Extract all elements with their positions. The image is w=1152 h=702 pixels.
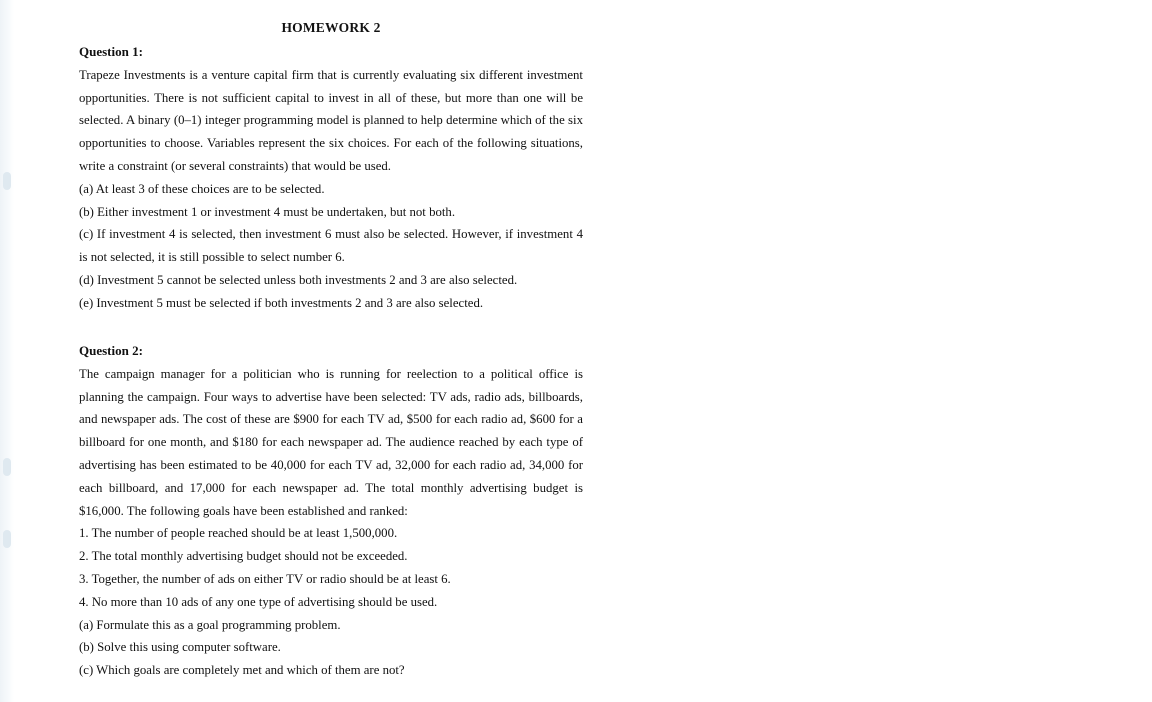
goal-item: 3. Together, the number of ads on either TV or radio should be at least 6. [79,571,451,586]
goal-item: 1. The number of people reached should be at least 1,500,000. [79,526,398,541]
question-heading: Question 1: [79,44,143,59]
question-1-section [79,41,583,315]
question-item: (c) If investment 4 is selected, then investment 6 must also be selected. However, if investment 4 is not selected, it is still possible to select number 6. [79,227,583,265]
question-heading: Question 2: [79,343,143,358]
question-item: (b) Either investment 1 or investment 4 must be undertaken, but not both. [79,204,456,219]
question-item: (d) Investment 5 cannot be selected unless both investments 2 and 3 are also selected. [79,272,518,287]
document-title: HOMEWORK 2 [281,20,381,35]
gutter-mark [3,458,11,476]
question-2-section [79,340,583,682]
document-page [14,0,674,702]
goal-item: 2. The total monthly advertising budget should not be exceeded. [79,549,408,564]
gutter-mark [3,530,11,548]
question-item: (c) Which goals are completely met and which of them are not? [79,663,405,678]
left-viewer-gutter [0,0,14,702]
gutter-mark [3,172,11,190]
question-item: (e) Investment 5 must be selected if both investments 2 and 3 are also selected. [79,295,484,310]
goal-item: 4. No more than 10 ads of any one type of advertising should be used. [79,594,438,609]
question-intro: Trapeze Investments is a venture capital firm that is currently evaluating six different investment opportunities. There is not sufficient capital to invest in all of these, but more than one will be selected. A binary (0–1) integer programming model is planned to help determine which of the six opportunities to choose. Variables represent the six choices. For each of the following situations, write a constraint (or several constraints) that would be used. [79,67,583,173]
question-intro: The campaign manager for a politician who is running for reelection to a political office is planning the campaign. Four ways to advertise have been selected: TV ads, radio ads, billboards, and newspaper ads. The cost of these are $900 for each TV ad, $500 for each radio ad, $600 for a billboard for one month, and $180 for each newspaper ad. The audience reached by each type of advertising has been estimated to be 40,000 for each TV ad, 32,000 for each radio ad, 34,000 for each billboard, and 17,000 for each newspaper ad. The total monthly advertising budget is $16,000. The following goals have been established and ranked: [79,366,583,518]
question-item: (a) Formulate this as a goal programming problem. [79,617,341,632]
question-item: (b) Solve this using computer software. [79,640,281,655]
question-item: (a) At least 3 of these choices are to be selected. [79,181,325,196]
